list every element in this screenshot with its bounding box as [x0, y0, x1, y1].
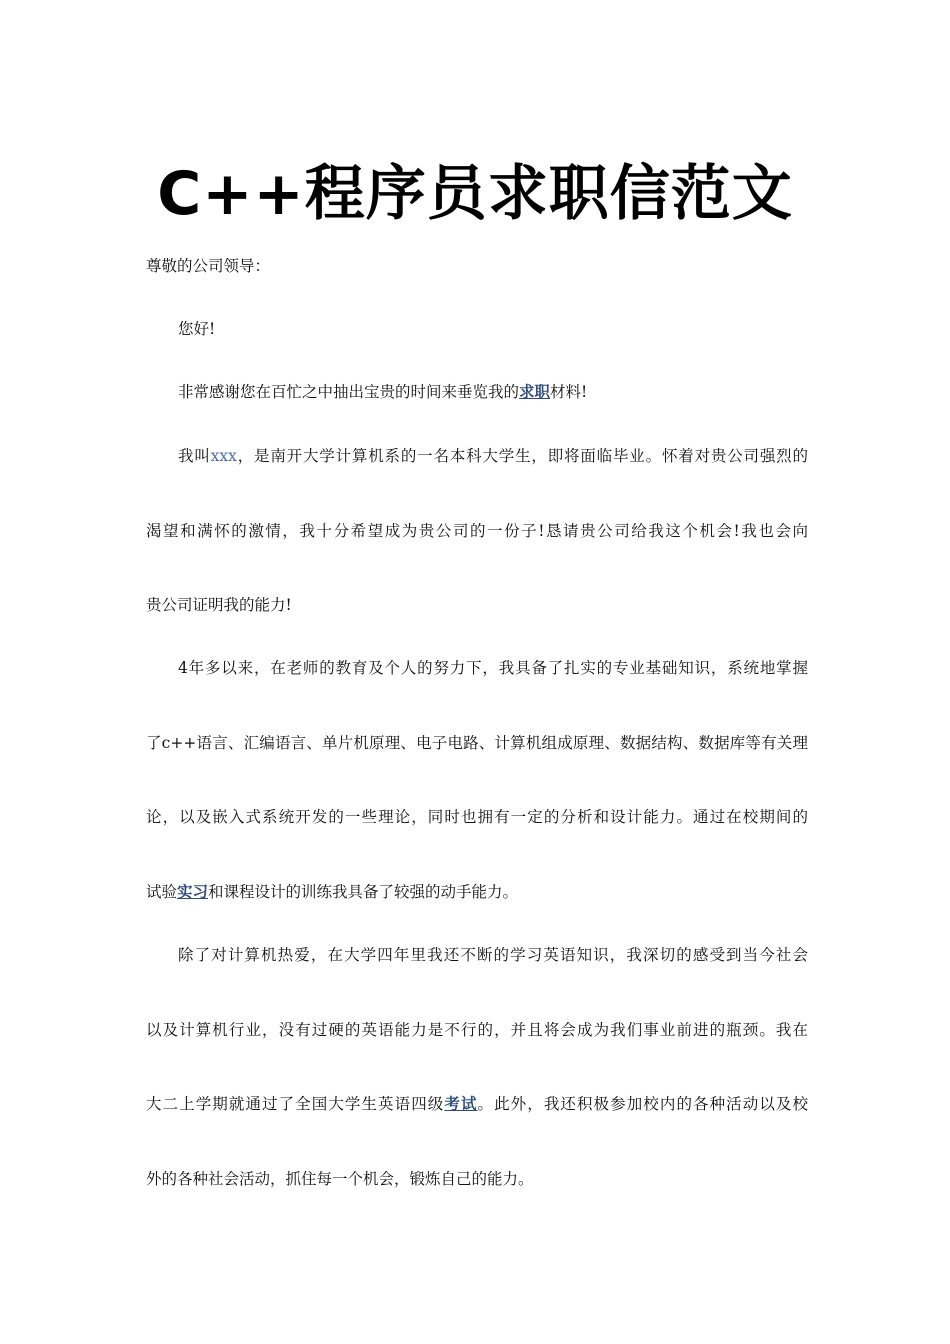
skills-line-4: 试验实习和课程设计的训练我具备了较强的动手能力。 — [146, 881, 519, 901]
thanks-text-end: 材料! — [550, 383, 588, 401]
intro-paragraph — [146, 419, 808, 643]
skills-line-2: 了c++语言、汇编语言、单片机原理、电子电路、计算机组成原理、数据结构、数据库等有关理 — [146, 733, 808, 752]
salutation: 尊敬的公司领导： — [146, 257, 271, 275]
skills-line-1: 4年多以来，在老师的教育及个人的努力下，我具备了扎实的专业基础知识，系统地掌握 — [178, 659, 808, 677]
name-placeholder: xxx — [210, 447, 237, 465]
intro-line-1: 我叫xxx，是南开大学计算机系的一名本科大学生，即将面临毕业。怀着对贵公司强烈的 — [178, 447, 808, 465]
english-line-1: 除了对计算机热爱，在大学四年里我还不断的学习英语知识，我深切的感受到当今社会 — [178, 946, 808, 964]
internship-link[interactable]: 实习 — [177, 881, 209, 901]
english-paragraph — [146, 918, 808, 1216]
exam-link[interactable]: 考试 — [444, 1094, 478, 1113]
english-line-3: 大二上学期就通过了全国大学生英语四级考试。此外，我还积极参加校内的各种活动以及校 — [146, 1094, 808, 1113]
skills-paragraph — [146, 631, 808, 929]
job-seeking-link[interactable]: 求职 — [519, 382, 551, 401]
greeting: 您好! — [178, 320, 216, 338]
english-line-4: 外的各种社会活动，抓住每一个机会，锻炼自己的能力。 — [146, 1169, 534, 1188]
intro-line-2: 渴望和满怀的激情，我十分希望成为贵公司的一份子!恳请贵公司给我这个机会!我也会向 — [146, 521, 808, 540]
skills-line-3: 论，以及嵌入式系统开发的一些理论，同时也拥有一定的分析和设计能力。通过在校期间的 — [146, 808, 808, 826]
document-title: C++程序员求职信范文 — [157, 159, 793, 229]
thanks-text: 非常感谢您在百忙之中抽出宝贵的时间来垂览我的 — [178, 383, 520, 401]
intro-line-3: 贵公司证明我的能力! — [146, 596, 292, 614]
thanks-paragraph — [146, 381, 840, 403]
english-line-2: 以及计算机行业，没有过硬的英语能力是不行的，并且将会成为我们事业前进的瓶颈。我在 — [146, 1020, 808, 1039]
